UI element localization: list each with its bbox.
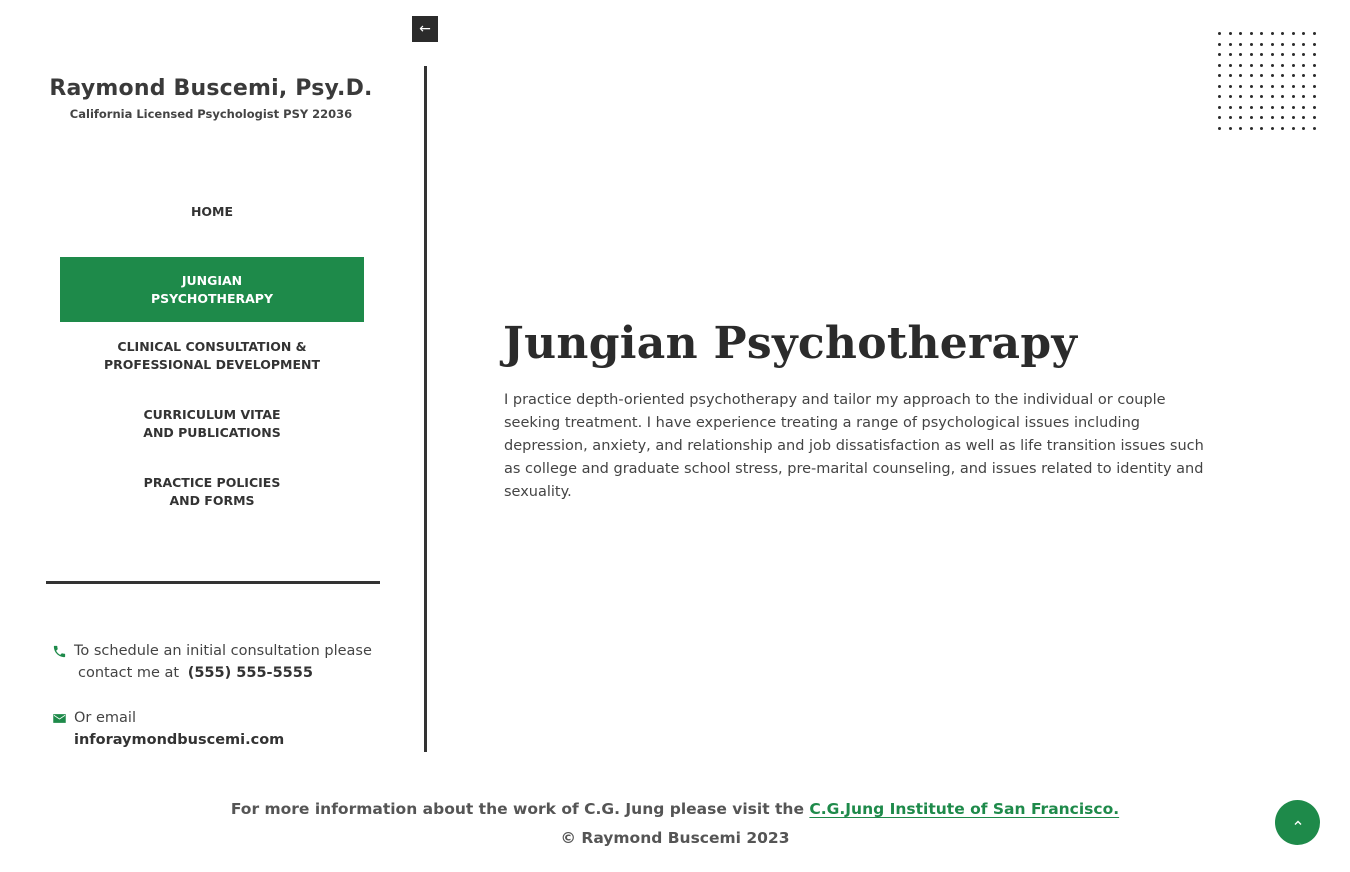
decorative-dot [1302, 53, 1305, 56]
decorative-dot [1218, 95, 1221, 98]
decorative-dot [1302, 43, 1305, 46]
nav-item-label [144, 474, 281, 510]
footer [0, 795, 1350, 853]
decorative-dot [1229, 74, 1232, 77]
phone-number-link[interactable]: (555) 555-5555 [187, 665, 313, 681]
nav-item-clinical-consultation[interactable] [60, 322, 364, 390]
decorative-dot [1271, 106, 1274, 109]
dot-pattern-decoration [1217, 31, 1322, 136]
nav-item-curriculum-vitae[interactable] [60, 390, 364, 458]
decorative-dot [1281, 106, 1284, 109]
nav-item-label-line: PSYCHOTHERAPY [150, 290, 274, 306]
decorative-dot [1229, 85, 1232, 88]
decorative-dot [1239, 106, 1242, 109]
decorative-dot [1218, 74, 1221, 77]
decorative-dot [1271, 74, 1274, 77]
decorative-dot [1302, 32, 1305, 35]
decorative-dot [1260, 53, 1263, 56]
nav-item-home[interactable] [60, 190, 364, 234]
decorative-dot [1229, 32, 1232, 35]
decorative-dot [1271, 43, 1274, 46]
decorative-dot [1218, 64, 1221, 67]
decorative-dot [1281, 127, 1284, 130]
nav-item-label-line: PROFESSIONAL DEVELOPMENT [103, 357, 321, 372]
sidebar-collapse-button[interactable] [412, 16, 438, 42]
decorative-dot [1271, 116, 1274, 119]
decorative-dot [1239, 127, 1242, 130]
nav-item-label [151, 272, 273, 308]
decorative-dot [1281, 95, 1284, 98]
decorative-dot [1313, 106, 1316, 109]
decorative-dot [1260, 116, 1263, 119]
decorative-dot [1218, 116, 1221, 119]
decorative-dot [1281, 53, 1284, 56]
schedule-text-continued: contact me at [78, 665, 180, 681]
decorative-dot [1313, 64, 1316, 67]
nav-item-label-line: AND FORMS [169, 493, 255, 508]
decorative-dot [1250, 43, 1253, 46]
decorative-dot [1302, 127, 1305, 130]
decorative-dot [1260, 127, 1263, 130]
decorative-dot [1313, 74, 1316, 77]
decorative-dot [1292, 53, 1295, 56]
decorative-dot [1260, 95, 1263, 98]
decorative-dot [1229, 106, 1232, 109]
decorative-dot [1302, 74, 1305, 77]
decorative-dot [1239, 95, 1242, 98]
back-to-top-button[interactable] [1275, 800, 1320, 845]
decorative-dot [1292, 32, 1295, 35]
decorative-dot [1250, 64, 1253, 67]
decorative-dot [1292, 74, 1295, 77]
arrow-left-icon: ← [419, 21, 431, 37]
decorative-dot [1302, 85, 1305, 88]
decorative-dot [1302, 95, 1305, 98]
decorative-dot [1260, 64, 1263, 67]
decorative-dot [1260, 106, 1263, 109]
decorative-dot [1292, 116, 1295, 119]
nav-item-label-line: JUNGIAN [181, 272, 243, 288]
decorative-dot [1292, 95, 1295, 98]
email-label: Or email [74, 710, 136, 726]
decorative-dot [1229, 53, 1232, 56]
nav-item-label [104, 338, 320, 374]
decorative-dot [1218, 127, 1221, 130]
decorative-dot [1218, 106, 1221, 109]
decorative-dot [1281, 43, 1284, 46]
decorative-dot [1229, 95, 1232, 98]
sidebar-nav [60, 190, 364, 526]
decorative-dot [1292, 43, 1295, 46]
footer-info-text: For more information about the work of C.G. Jung please visit the [230, 800, 804, 818]
decorative-dot [1239, 43, 1242, 46]
decorative-dot [1239, 32, 1242, 35]
page-description: I practice depth-oriented psychotherapy and tailor my approach to the individual or couple seeking treatment. I have experience treating a range of psychological issues including depression, anxiety, and relationship and job dissatisfaction as well as life transition issues such as college and graduate school stress, pre-marital counseling, and issues related to identity and sexuality. [504, 392, 1204, 500]
nav-item-label-line: CURRICULUM VITAE [143, 407, 281, 422]
email-contact [52, 707, 402, 751]
decorative-dot [1313, 85, 1316, 88]
jung-institute-link[interactable]: C.G.Jung Institute of San Francisco. [809, 800, 1120, 818]
decorative-dot [1302, 64, 1305, 67]
decorative-dot [1281, 64, 1284, 67]
decorative-dot [1271, 95, 1274, 98]
decorative-dot [1250, 106, 1253, 109]
decorative-dot [1239, 74, 1242, 77]
decorative-dot [1281, 74, 1284, 77]
decorative-dot [1250, 74, 1253, 77]
decorative-dot [1281, 116, 1284, 119]
decorative-dot [1239, 64, 1242, 67]
decorative-dot [1218, 32, 1221, 35]
decorative-dot [1281, 85, 1284, 88]
decorative-dot [1302, 116, 1305, 119]
decorative-dot [1292, 106, 1295, 109]
decorative-dot [1250, 32, 1253, 35]
decorative-dot [1239, 53, 1242, 56]
decorative-dot [1218, 53, 1221, 56]
decorative-dot [1260, 85, 1263, 88]
decorative-dot [1260, 74, 1263, 77]
contact-info [52, 640, 402, 751]
nav-item-label-line: AND PUBLICATIONS [143, 425, 281, 440]
sidebar-divider [46, 581, 380, 584]
page-title: Jungian Psychotherapy [503, 318, 1078, 369]
nav-item-label: HOME [190, 204, 234, 219]
decorative-dot [1281, 32, 1284, 35]
phone-icon [52, 644, 67, 659]
decorative-dot [1313, 43, 1316, 46]
decorative-dot [1229, 116, 1232, 119]
email-link[interactable]: inforaymondbuscemi.com [74, 732, 285, 748]
nav-item-practice-policies[interactable] [60, 458, 364, 526]
footer-info-line [0, 795, 1350, 824]
decorative-dot [1292, 127, 1295, 130]
decorative-dot [1250, 85, 1253, 88]
decorative-dot [1229, 127, 1232, 130]
decorative-dot [1250, 53, 1253, 56]
decorative-dot [1218, 85, 1221, 88]
copyright: © Raymond Buscemi 2023 [560, 829, 790, 847]
decorative-dot [1271, 127, 1274, 130]
schedule-text: To schedule an initial consultation please [74, 643, 372, 659]
decorative-dot [1250, 127, 1253, 130]
nav-item-jungian-psychotherapy[interactable] [60, 257, 364, 322]
decorative-dot [1250, 95, 1253, 98]
decorative-dot [1271, 53, 1274, 56]
decorative-dot [1292, 85, 1295, 88]
decorative-dot [1313, 32, 1316, 35]
decorative-dot [1313, 53, 1316, 56]
decorative-dot [1292, 64, 1295, 67]
chevron-up-icon [1292, 817, 1304, 829]
site-title[interactable]: Raymond Buscemi, Psy.D. [49, 76, 373, 101]
decorative-dot [1313, 116, 1316, 119]
decorative-dot [1239, 85, 1242, 88]
decorative-dot [1271, 64, 1274, 67]
nav-item-label [143, 406, 280, 442]
decorative-dot [1239, 116, 1242, 119]
site-subtitle: California Licensed Psychologist PSY 22036 [69, 107, 353, 121]
decorative-dot [1302, 106, 1305, 109]
decorative-dot [1313, 95, 1316, 98]
brand-header [20, 76, 402, 121]
decorative-dot [1229, 64, 1232, 67]
nav-item-label-line: CLINICAL CONSULTATION & [117, 339, 307, 354]
decorative-dot [1271, 85, 1274, 88]
decorative-dot [1260, 32, 1263, 35]
decorative-dot [1260, 43, 1263, 46]
decorative-dot [1218, 43, 1221, 46]
nav-item-label-line: PRACTICE POLICIES [143, 475, 281, 490]
decorative-dot [1313, 127, 1316, 130]
envelope-icon [52, 711, 67, 726]
decorative-dot [1271, 32, 1274, 35]
phone-contact [52, 640, 402, 684]
vertical-divider [424, 66, 427, 752]
decorative-dot [1229, 43, 1232, 46]
decorative-dot [1250, 116, 1253, 119]
